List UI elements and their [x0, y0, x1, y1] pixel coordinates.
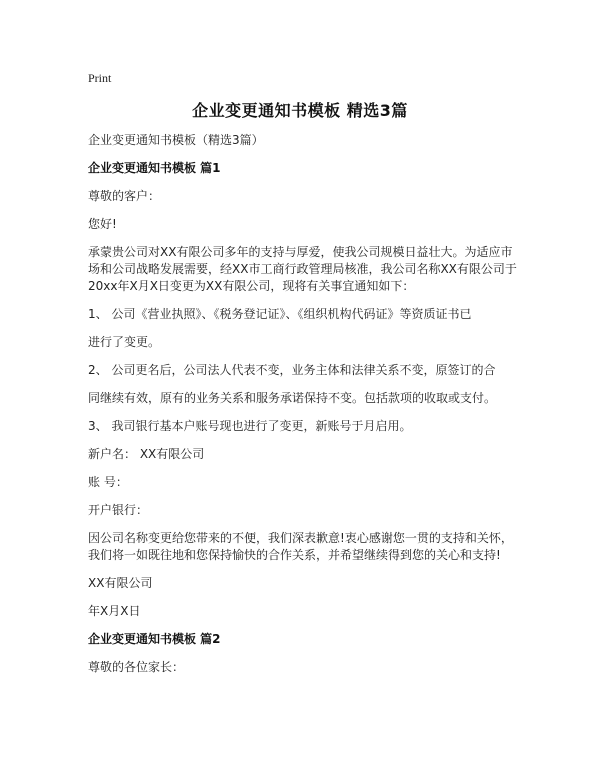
company-signature: XX有限公司 — [88, 576, 153, 590]
document-title: 企业变更通知书模板 精选3篇 — [192, 101, 408, 120]
section-1-heading: 企业变更通知书模板 篇1 — [88, 161, 221, 175]
intro-paragraph: 承蒙贵公司对XX有限公司多年的支持与厚爱，使我公司规模日益壮大。为适应市场和公司战略发展需要，经XX市工商行政管理局核准，我公司名称XX有限公司于20xx年X月X日变更为XX有限公司，现将有关事宜通知如下： — [88, 245, 517, 293]
greeting: 您好! — [88, 217, 117, 231]
signature-date: 年X月X日 — [88, 604, 141, 618]
section-2-salutation: 尊敬的各位家长： — [88, 660, 185, 674]
item-1-line-1: 1、 公司《营业执照》、《税务登记证》、《组织机构代码证》等资质证书已 — [88, 307, 472, 321]
account-name: 新户名： XX有限公司 — [88, 447, 205, 461]
document-subtitle: 企业变更通知书模板（精选3篇） — [88, 133, 264, 147]
item-2-line-1: 2、 公司更名后，公司法人代表不变，业务主体和法律关系不变，原签订的合 — [88, 363, 496, 377]
item-3: 3、 我司银行基本户账号现也进行了变更，新账号于月启用。 — [88, 419, 412, 433]
closing-paragraph: 因公司名称变更给您带来的不便，我们深表歉意!衷心感谢您一贯的支持和关怀，我们将一如既往地和您保持愉快的合作关系，并希望继续得到您的关心和支持! — [88, 531, 513, 562]
item-1-line-2: 进行了变更。 — [88, 335, 161, 349]
bank-name: 开户银行： — [88, 503, 149, 517]
salutation: 尊敬的客户： — [88, 189, 161, 203]
item-2-line-2: 同继续有效，原有的业务关系和服务承诺保持不变。包括款项的收取或支付。 — [88, 391, 497, 405]
document-body — [88, 132, 518, 676]
print-label[interactable]: Print — [88, 71, 112, 85]
account-number: 账 号： — [88, 475, 128, 489]
section-2-heading: 企业变更通知书模板 篇2 — [88, 632, 221, 646]
